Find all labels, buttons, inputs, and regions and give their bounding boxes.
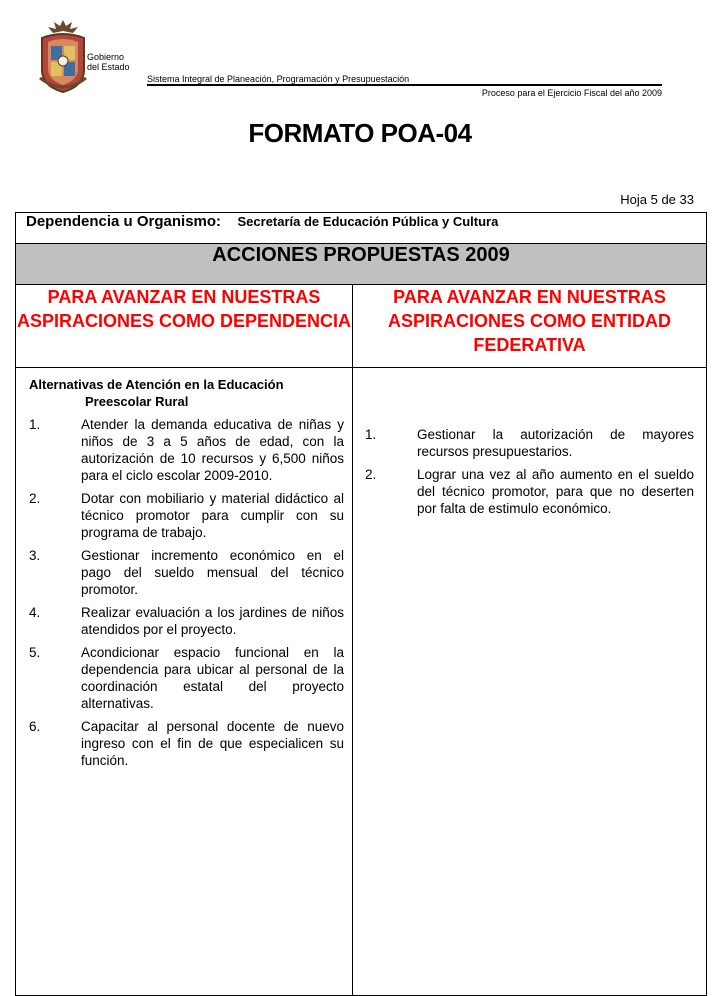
page-header bbox=[0, 0, 720, 110]
page-title: FORMATO POA-04 bbox=[248, 118, 472, 148]
section-heading: ACCIONES PROPUESTAS 2009 bbox=[16, 244, 707, 285]
list-item: 6. Capacitar al personal docente de nuevo ingreso con el fin de que especialicen su función. bbox=[29, 719, 344, 768]
state-coat-of-arms-icon bbox=[36, 18, 90, 96]
list-item: 3. Gestionar incremento económico en el pago del sueldo mensual del técnico promotor. bbox=[29, 548, 344, 597]
left-actions-cell bbox=[16, 368, 353, 996]
right-column-heading: PARA AVANZAR EN NUESTRAS ASPIRACIONES COMO ENTIDAD FEDERATIVA bbox=[353, 285, 707, 368]
dependencia-value: Secretaría de Educación Pública y Cultura bbox=[237, 214, 499, 229]
page-number: Hoja 5 de 33 bbox=[620, 192, 694, 207]
process-label: Proceso para el Ejercicio Fiscal del año 2009 bbox=[481, 88, 662, 98]
dependencia-row bbox=[16, 213, 707, 244]
right-actions-list bbox=[365, 426, 694, 517]
gobierno-label: Gobierno del Estado bbox=[87, 52, 130, 72]
left-actions-list bbox=[29, 416, 344, 769]
list-item: 1. Atender la demanda educativa de niñas y niños de 3 a 5 años de edad, con la autorización de 10 recursos y 6,500 niños para el ciclo escolar 2009-2010. bbox=[29, 417, 344, 483]
dependencia-label: Dependencia u Organismo: bbox=[26, 213, 222, 230]
list-item: 1. Gestionar la autorización de mayores recursos presupuestarios. bbox=[365, 427, 694, 459]
list-item: 5. Acondicionar espacio funcional en la dependencia para ubicar al personal de la coordinación estatal del proyecto alternativas. bbox=[29, 645, 344, 711]
left-subtitle: Alternativas de Atención en la Educación Preescolar Rural bbox=[29, 377, 284, 409]
right-actions-cell bbox=[353, 368, 707, 996]
list-item: 4. Realizar evaluación a los jardines de niños atendidos por el proyecto. bbox=[29, 605, 344, 637]
system-name: Sistema Integral de Planeación, Programación y Presupuestación bbox=[147, 74, 410, 84]
actions-row bbox=[16, 368, 707, 996]
list-item: 2. Lograr una vez al año aumento en el sueldo del técnico promotor, para que no deserten por falta de estimulo económico. bbox=[365, 467, 694, 516]
poa-table bbox=[15, 212, 707, 996]
column-headings-row bbox=[16, 285, 707, 368]
header-divider bbox=[147, 84, 662, 86]
list-item: 2. Dotar con mobiliario y material didáctico al técnico promotor para cumplir con su programa de trabajo. bbox=[29, 491, 344, 540]
left-column-heading: PARA AVANZAR EN NUESTRAS ASPIRACIONES COMO DEPENDENCIA bbox=[16, 285, 353, 368]
section-heading-row bbox=[16, 244, 707, 285]
